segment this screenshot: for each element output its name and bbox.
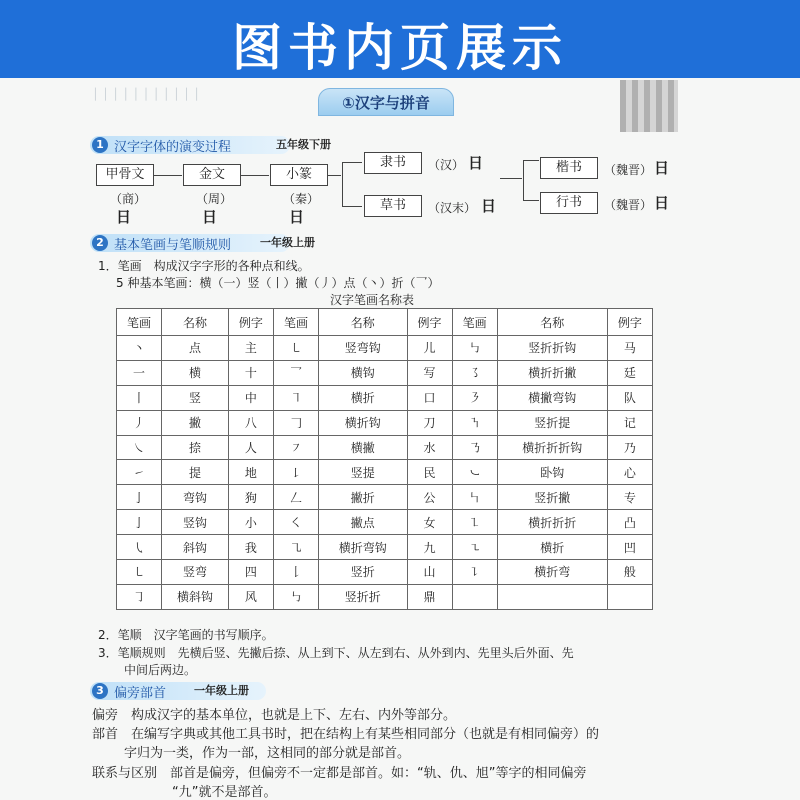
table-cell: 竖提 — [319, 460, 407, 485]
table-cell: 丿 — [117, 410, 162, 435]
table-cell: 撇折 — [319, 485, 407, 510]
table-cell: ㇀ — [117, 460, 162, 485]
section-2-header — [90, 234, 315, 253]
section-title: 汉字字体的演变过程 — [114, 140, 232, 155]
table-cell: 竖折 — [319, 560, 407, 585]
table-row — [117, 485, 653, 510]
banner — [0, 0, 800, 78]
table-row — [117, 385, 653, 410]
cursive-glyph: 日 — [481, 197, 497, 215]
table-cell: ㇄ — [117, 560, 162, 585]
table-row — [117, 336, 653, 361]
table-cell: 竖折提 — [497, 410, 607, 435]
running-glyph: 日 — [654, 194, 670, 212]
era-label: （汉末） — [428, 201, 477, 215]
table-cell: 竖弯 — [162, 560, 229, 585]
table-cell: ㇏ — [117, 435, 162, 460]
table-cell: 横折 — [319, 385, 407, 410]
clerical-glyph: 日 — [468, 154, 484, 172]
table-cell: 𠃋 — [273, 485, 318, 510]
brace — [523, 200, 539, 201]
table-cell: ㇌ — [452, 360, 497, 385]
brace — [342, 162, 343, 206]
table-cell: ㇂ — [117, 535, 162, 560]
table-cell: 捺 — [162, 435, 229, 460]
ancient-glyph: 日 — [289, 208, 305, 226]
chapter-header — [318, 88, 454, 116]
paragraph: 5 种基本笔画：横（一）竖（丨）撇（丿）点（丶）折（乛） — [116, 276, 440, 290]
table-cell: 乛 — [273, 360, 318, 385]
table-cell: 竖弯钩 — [319, 336, 407, 361]
table-cell: 斜钩 — [162, 535, 229, 560]
table-cell: 凹 — [607, 535, 652, 560]
table-header-row — [117, 309, 653, 336]
connector — [327, 175, 341, 176]
table-cell: 中 — [228, 385, 273, 410]
table-cell: 儿 — [407, 336, 452, 361]
table-cell: 般 — [607, 560, 652, 585]
section-1-header — [90, 136, 331, 155]
table-cell: 横撇弯钩 — [497, 385, 607, 410]
paragraph: 2．笔顺 汉字笔画的书写顺序。 — [98, 628, 274, 642]
table-cell: ㇅ — [452, 510, 497, 535]
grade-tag: 一年级上册 — [194, 684, 249, 697]
table-cell: 廷 — [607, 360, 652, 385]
table-cell: 风 — [228, 584, 273, 609]
table-cell: 竖 — [162, 385, 229, 410]
table-cell: 撇 — [162, 410, 229, 435]
connector — [500, 178, 522, 179]
table-cell: 主 — [228, 336, 273, 361]
table-cell: 竖折折钩 — [497, 336, 607, 361]
brace — [523, 160, 539, 161]
table-row — [117, 510, 653, 535]
script-box-bronze: 金文 — [183, 164, 241, 186]
table-cell — [607, 584, 652, 609]
table-caption: 汉字笔画名称表 — [330, 293, 415, 307]
table-cell: 一 — [117, 360, 162, 385]
table-cell: 鼎 — [407, 584, 452, 609]
table-cell: 九 — [407, 535, 452, 560]
table-cell: 写 — [407, 360, 452, 385]
era-label: （商） — [110, 192, 147, 206]
table-header-cell: 笔画 — [117, 309, 162, 336]
table-cell: 撇点 — [319, 510, 407, 535]
table-cell: 亅 — [117, 485, 162, 510]
ancient-glyph: 日 — [116, 208, 132, 226]
stroke-name-table — [116, 308, 653, 610]
era-label: （魏晋） — [604, 163, 653, 177]
table-cell: 横折折撇 — [497, 360, 607, 385]
script-box-clerical: 隶书 — [364, 152, 422, 174]
table-cell: 点 — [162, 336, 229, 361]
paragraph: 偏旁 构成汉字的基本单位，也就是上下、左右、内外等部分。 — [92, 708, 457, 723]
paragraph: 联系与区别 部首是偏旁，但偏旁不一定都是部首。如：“轨、仇、旭”等字的相同偏旁 — [92, 766, 587, 781]
paragraph: 中间后两边。 — [124, 663, 197, 677]
table-cell: 凸 — [607, 510, 652, 535]
table-cell: ㇞ — [452, 485, 497, 510]
table-cell: 我 — [228, 535, 273, 560]
table-cell: 山 — [407, 560, 452, 585]
table-header-cell: 名称 — [319, 309, 407, 336]
paragraph: 3．笔顺规则 先横后竖、先撇后捺、从上到下、从左到右、从外到内、先里头后外面、先 — [98, 646, 574, 660]
table-cell: 乃 — [607, 435, 652, 460]
table-cell: 马 — [607, 336, 652, 361]
table-cell: 亅 — [117, 510, 162, 535]
table-cell: ㇆ — [117, 584, 162, 609]
era-label: （秦） — [283, 192, 320, 206]
brace — [342, 162, 362, 163]
table-cell: 横折弯 — [497, 560, 607, 585]
section-number: 1 — [92, 137, 108, 153]
table-cell: 刀 — [407, 410, 452, 435]
regular-glyph: 日 — [654, 159, 670, 177]
table-cell: 竖折折 — [319, 584, 407, 609]
table-cell: ㇋ — [452, 385, 497, 410]
table-cell: 四 — [228, 560, 273, 585]
section-title: 偏旁部首 — [114, 686, 167, 701]
blurred-qr-code — [620, 80, 678, 132]
banner-title: 图书内页展示 — [232, 19, 568, 77]
table-cell: 民 — [407, 460, 452, 485]
paragraph: 部首 在编写字典或其他工具书时，把在结构上有某些相同部分（也就是有相同偏旁）的 — [92, 727, 600, 742]
ancient-glyph: 日 — [202, 208, 218, 226]
table-row — [117, 410, 653, 435]
table-header-cell: 例字 — [607, 309, 652, 336]
script-box-seal: 小篆 — [270, 164, 328, 186]
grade-tag: 一年级上册 — [260, 236, 315, 249]
table-row — [117, 460, 653, 485]
script-box-cursive: 草书 — [364, 195, 422, 217]
table-header-cell: 笔画 — [452, 309, 497, 336]
table-header-cell: 例字 — [407, 309, 452, 336]
table-cell: ㇎ — [452, 410, 497, 435]
table-header-cell: 例字 — [228, 309, 273, 336]
table-cell: ㇍ — [452, 535, 497, 560]
table-cell: ㇊ — [452, 560, 497, 585]
table-cell: 提 — [162, 460, 229, 485]
table-cell: 心 — [607, 460, 652, 485]
bleed-through-text: │ │ │ │ │ │ │ │ │ │ │ — [92, 88, 200, 101]
table-cell: 横钩 — [319, 360, 407, 385]
paragraph: 1．笔画 构成汉字字形的各种点和线。 — [98, 259, 310, 273]
script-box-running: 行书 — [540, 192, 598, 214]
table-cell: 记 — [607, 410, 652, 435]
arrow — [153, 175, 182, 176]
table-cell: 横折折折钩 — [497, 435, 607, 460]
table-cell: ㇉ — [273, 584, 318, 609]
table-header-cell: 名称 — [497, 309, 607, 336]
table-cell: 八 — [228, 410, 273, 435]
section-3-header — [90, 682, 266, 700]
table-cell: ㇙ — [273, 460, 318, 485]
table-cell: 横折钩 — [319, 410, 407, 435]
brace — [342, 206, 362, 207]
table-cell: ㇕ — [273, 385, 318, 410]
table-cell: 横折弯钩 — [319, 535, 407, 560]
section-number: 3 — [92, 683, 108, 699]
table-cell: 横折折折 — [497, 510, 607, 535]
table-cell: 专 — [607, 485, 652, 510]
chapter-title: ①汉字与拼音 — [342, 94, 430, 112]
table-row — [117, 435, 653, 460]
table-row — [117, 360, 653, 385]
table-cell: 𠃌 — [273, 410, 318, 435]
table-cell: 横折 — [497, 535, 607, 560]
table-cell: 队 — [607, 385, 652, 410]
table-cell: 丶 — [117, 336, 162, 361]
table-row — [117, 535, 653, 560]
paragraph: 字归为一类，作为一部，这相同的部分就是部首。 — [124, 746, 411, 761]
era-label: （汉） — [428, 158, 465, 172]
section-title: 基本笔画与笔顺规则 — [114, 238, 232, 253]
table-cell: 小 — [228, 510, 273, 535]
table-cell: 人 — [228, 435, 273, 460]
table-cell: ㇈ — [273, 535, 318, 560]
table-row — [117, 560, 653, 585]
table-cell — [452, 584, 497, 609]
table-row — [117, 584, 653, 609]
grade-tag: 五年级下册 — [276, 138, 331, 151]
arrow — [240, 175, 269, 176]
table-cell: ㇉ — [452, 336, 497, 361]
table-cell: 丨 — [117, 385, 162, 410]
table-cell: 横斜钩 — [162, 584, 229, 609]
table-cell: 十 — [228, 360, 273, 385]
table-header-cell: 笔画 — [273, 309, 318, 336]
table-cell: 地 — [228, 460, 273, 485]
table-cell: ㇄ — [273, 336, 318, 361]
brace — [523, 160, 524, 200]
table-cell — [497, 584, 607, 609]
era-label: （周） — [196, 192, 233, 206]
table-cell: ㇛ — [273, 510, 318, 535]
table-header-cell: 名称 — [162, 309, 229, 336]
table-cell: 竖钩 — [162, 510, 229, 535]
table-cell: 弯钩 — [162, 485, 229, 510]
table-cell: ㇡ — [452, 435, 497, 460]
table-cell: ㇃ — [452, 460, 497, 485]
table-cell: 𠄌 — [273, 560, 318, 585]
script-box-regular: 楷书 — [540, 157, 598, 179]
table-cell: 横撇 — [319, 435, 407, 460]
paragraph: “九”就不是部首。 — [172, 785, 277, 800]
book-page — [0, 78, 800, 800]
table-cell: 竖折撇 — [497, 485, 607, 510]
table-cell: 公 — [407, 485, 452, 510]
table-cell: 女 — [407, 510, 452, 535]
table-cell: 口 — [407, 385, 452, 410]
section-number: 2 — [92, 235, 108, 251]
table-cell: 横 — [162, 360, 229, 385]
script-box-oracle: 甲骨文 — [96, 164, 154, 186]
table-cell: 卧钩 — [497, 460, 607, 485]
era-label: （魏晋） — [604, 198, 653, 212]
table-cell: ㇇ — [273, 435, 318, 460]
table-cell: 水 — [407, 435, 452, 460]
table-cell: 狗 — [228, 485, 273, 510]
